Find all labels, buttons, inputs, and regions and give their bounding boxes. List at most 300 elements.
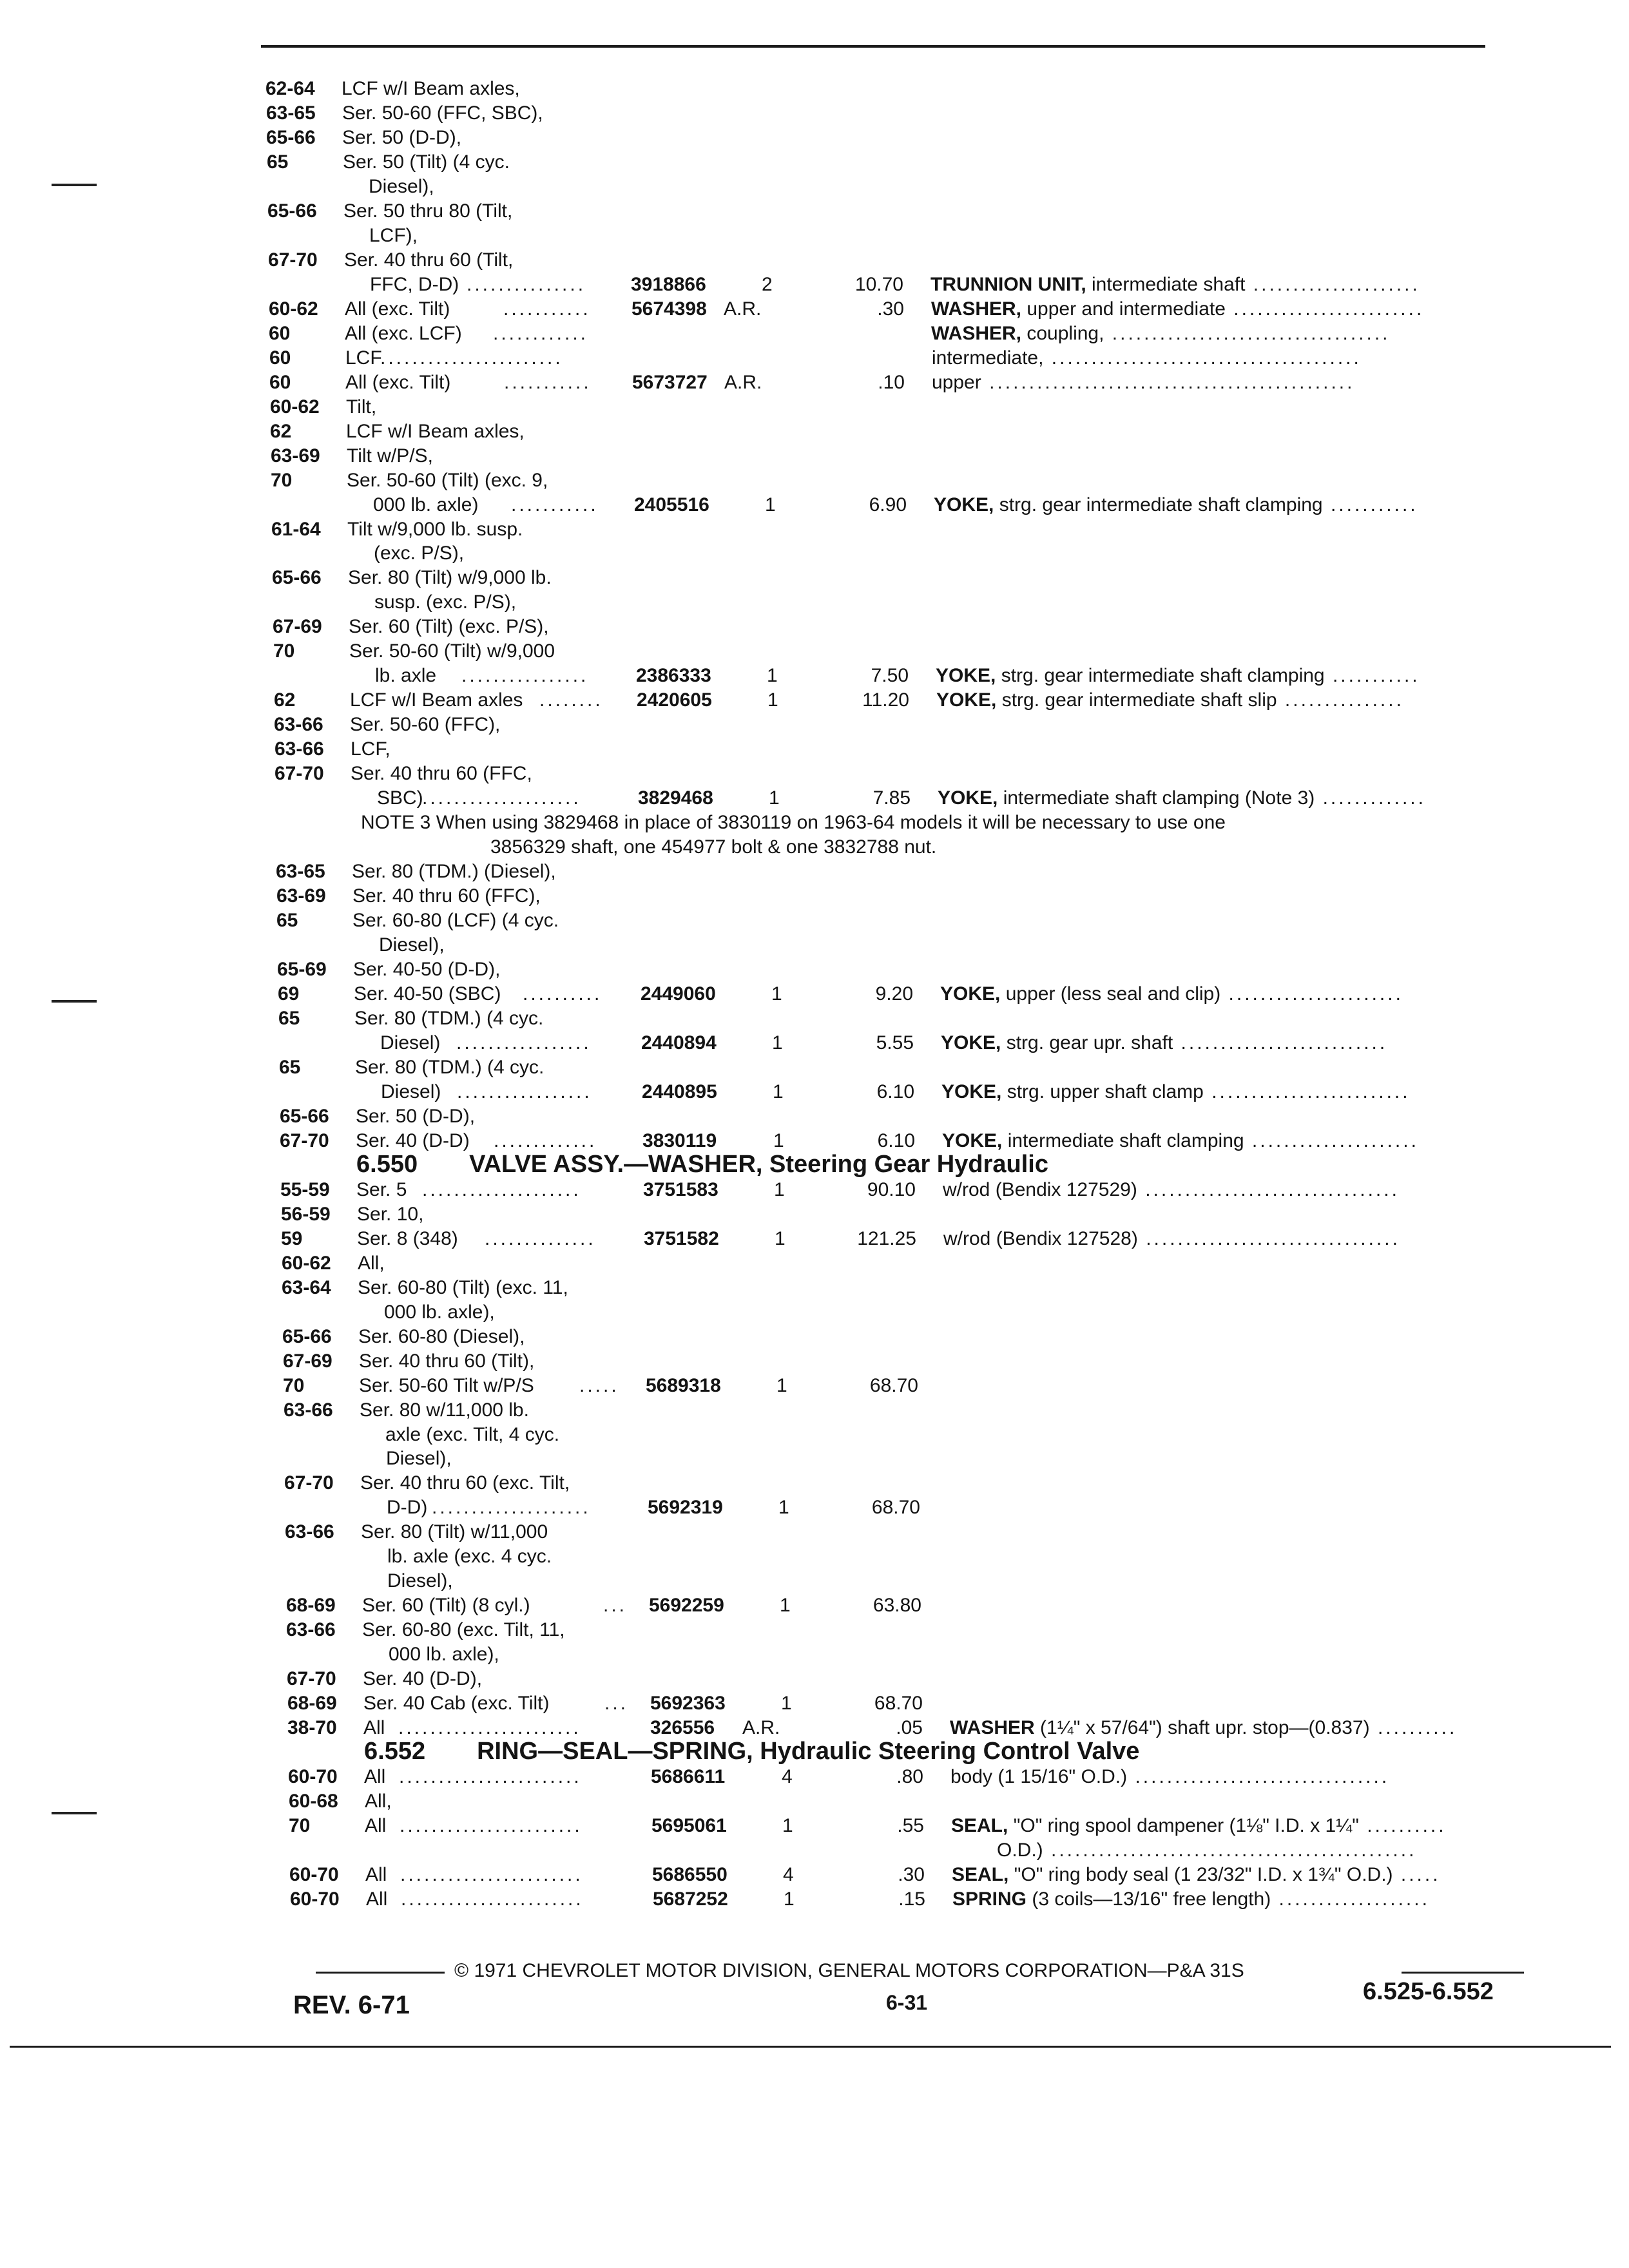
price: .80 xyxy=(896,1766,923,1787)
quantity: 4 xyxy=(782,1766,793,1787)
quantity: 2 xyxy=(762,274,773,295)
part-name-bold: YOKE, xyxy=(936,665,996,686)
part-name-detail: O.D.) xyxy=(997,1840,1043,1861)
application-desc: All (exc. Tilt) xyxy=(345,298,450,320)
leader-dots: ............. xyxy=(1315,787,1426,809)
part-name-detail: "O" ring spool dampener (1⅛" I.D. x 1¼" xyxy=(1013,1815,1359,1836)
part-number: 3918866 xyxy=(631,274,706,295)
quantity: 1 xyxy=(778,1497,789,1518)
part-name-bold: SPRING xyxy=(952,1888,1027,1910)
part-name-bold: YOKE, xyxy=(936,689,997,711)
leader-dots: ................. xyxy=(456,1032,592,1053)
footer-rule-left xyxy=(316,1972,445,1974)
model-years: 65-69 xyxy=(277,959,327,980)
quantity: 1 xyxy=(775,1228,786,1249)
application-desc: Ser. 80 (TDM.) (4 cyc. xyxy=(354,1008,544,1029)
part-name-detail: "O" ring body seal (1 23/32" I.D. x 1¾" O.D.) xyxy=(1014,1864,1393,1885)
application-desc: Diesel) xyxy=(381,1081,441,1102)
price: 5.55 xyxy=(876,1032,914,1053)
application-desc: Tilt w/9,000 lb. susp. xyxy=(347,519,523,540)
part-number: 2420605 xyxy=(637,689,712,711)
model-years: 60 xyxy=(269,347,291,369)
part-name-detail: w/rod (Bendix 127529) xyxy=(943,1179,1137,1200)
section-heading xyxy=(356,1150,1048,1178)
price: .55 xyxy=(897,1815,924,1836)
page-number: 6-31 xyxy=(886,1991,928,2014)
quantity: 1 xyxy=(780,1595,791,1616)
application-desc: All xyxy=(363,1717,385,1738)
price: 121.25 xyxy=(857,1228,916,1249)
price: 68.70 xyxy=(871,1497,920,1518)
application-desc: Ser. 80 w/11,000 lb. xyxy=(360,1399,529,1421)
leader-dots: ................................ xyxy=(1127,1766,1390,1787)
section-number: 6.550 xyxy=(356,1151,418,1178)
part-number: 2440895 xyxy=(642,1081,717,1102)
application-desc: SBC) xyxy=(377,787,423,809)
price: 11.20 xyxy=(862,689,909,711)
application-desc: All xyxy=(366,1888,388,1910)
leader-dots: ....................... xyxy=(399,1766,582,1787)
leader-dots: ........... xyxy=(1322,494,1418,515)
model-years: 63-65 xyxy=(266,102,316,124)
price: .30 xyxy=(877,298,904,320)
leader-dots: ....................... xyxy=(400,1864,583,1885)
application-desc: Ser. 60-80 (exc. Tilt, 11, xyxy=(362,1619,565,1640)
model-years: 63-66 xyxy=(274,714,323,735)
price: 7.50 xyxy=(871,665,909,686)
application-desc: 000 lb. axle), xyxy=(389,1644,499,1665)
application-desc: LCF), xyxy=(369,225,418,246)
application-desc: Ser. 80 (Tilt) w/11,000 xyxy=(361,1521,548,1542)
part-name xyxy=(936,689,1404,712)
leader-dots: ............... xyxy=(1277,689,1404,711)
part-name xyxy=(940,983,1403,1006)
leader-dots: .................... xyxy=(422,787,581,809)
application-desc: Ser. 60 (Tilt) (exc. P/S), xyxy=(349,616,549,637)
application-desc: lb. axle xyxy=(375,665,437,686)
quantity: 1 xyxy=(782,1815,793,1836)
footer-rule-right xyxy=(1402,1972,1524,1974)
leader-dots: ......................... xyxy=(1203,1081,1411,1102)
leader-dots: ........................ xyxy=(1225,298,1425,320)
part-name-detail: strg. gear upr. shaft xyxy=(1006,1032,1173,1053)
model-years: 63-66 xyxy=(285,1521,334,1542)
application-desc: LCF w/I Beam axles, xyxy=(342,78,520,99)
model-years: 63-69 xyxy=(276,885,326,907)
leader-dots: ............... xyxy=(467,274,586,295)
part-name-bold: YOKE, xyxy=(938,787,998,809)
revision-label: REV. 6-71 xyxy=(293,1991,410,2019)
price: 10.70 xyxy=(854,274,903,295)
model-years: 60-70 xyxy=(289,1864,339,1885)
part-name xyxy=(938,787,1426,810)
model-years: 60-70 xyxy=(290,1888,340,1910)
part-number: 5687252 xyxy=(653,1888,728,1910)
section-range: 6.525-6.552 xyxy=(1363,1978,1494,2005)
part-number: 326556 xyxy=(650,1717,715,1738)
application-desc: All xyxy=(364,1766,386,1787)
application-desc: Ser. 50 (Tilt) (4 cyc. xyxy=(343,151,510,173)
price: 6.10 xyxy=(876,1081,914,1102)
application-desc: Ser. 60-80 (LCF) (4 cyc. xyxy=(352,910,559,931)
application-desc: Ser. 10, xyxy=(357,1204,424,1225)
price: 6.90 xyxy=(869,494,907,515)
application-desc: Ser. 40 Cab (exc. Tilt) xyxy=(363,1693,550,1714)
leader-dots: .......... xyxy=(1369,1717,1458,1738)
model-years: 68-69 xyxy=(287,1693,337,1714)
leader-dots: ................. xyxy=(457,1081,592,1102)
leader-dots: ........ xyxy=(539,689,603,711)
bottom-rule xyxy=(10,2046,1611,2048)
leader-dots: .......... xyxy=(1358,1815,1447,1836)
part-name xyxy=(997,1839,1416,1862)
model-years: 60 xyxy=(269,372,291,393)
model-years: 56-59 xyxy=(281,1204,331,1225)
model-years: 63-65 xyxy=(276,861,325,882)
part-name xyxy=(952,1888,1430,1911)
leader-dots: ... xyxy=(604,1693,629,1714)
leader-dots: ............ xyxy=(493,323,589,344)
price: 68.70 xyxy=(874,1693,923,1714)
model-years: 60-70 xyxy=(288,1766,338,1787)
application-desc: Tilt, xyxy=(346,396,377,418)
part-name xyxy=(950,1765,1389,1789)
model-years: 63-64 xyxy=(282,1277,331,1298)
model-years: 65-66 xyxy=(280,1106,329,1127)
application-desc: Ser. 8 (348) xyxy=(357,1228,458,1249)
application-desc: axle (exc. Tilt, 4 cyc. xyxy=(385,1424,560,1445)
part-name-detail: body (1 15/16" O.D.) xyxy=(950,1766,1128,1787)
leader-dots: ... xyxy=(603,1595,628,1616)
application-desc: Ser. 60-80 (Tilt) (exc. 11, xyxy=(358,1277,568,1298)
part-name-detail: strg. upper shaft clamp xyxy=(1007,1081,1204,1102)
price: 90.10 xyxy=(867,1179,916,1200)
part-name-bold: YOKE, xyxy=(941,1081,1002,1102)
part-name xyxy=(942,1129,1419,1153)
quantity: A.R. xyxy=(724,298,762,320)
application-desc: Ser. 50 thru 80 (Tilt, xyxy=(343,200,513,222)
leader-dots: ....................... xyxy=(380,347,563,369)
model-years: 38-70 xyxy=(287,1717,337,1738)
section-heading xyxy=(364,1737,1139,1765)
application-desc: Ser. 40-50 (SBC) xyxy=(354,983,501,1004)
model-years: 60-68 xyxy=(289,1791,338,1812)
quantity: 1 xyxy=(765,494,776,515)
model-years: 60-62 xyxy=(269,298,318,320)
model-years: 60-62 xyxy=(282,1253,331,1274)
price: 9.20 xyxy=(875,983,913,1004)
model-years: 67-70 xyxy=(280,1130,329,1151)
leader-dots: .............................................. xyxy=(1043,1840,1417,1861)
application-desc: Diesel), xyxy=(379,934,445,956)
model-years: 70 xyxy=(289,1815,311,1836)
price: 63.80 xyxy=(872,1595,921,1616)
price: 68.70 xyxy=(869,1375,918,1396)
part-name-detail: coupling, xyxy=(1027,323,1104,344)
margin-mark xyxy=(52,184,97,186)
part-number: 3829468 xyxy=(638,787,713,809)
part-number: 5686611 xyxy=(651,1766,726,1787)
application-desc: All xyxy=(365,1815,387,1836)
part-name-bold: WASHER, xyxy=(931,323,1022,344)
part-name xyxy=(932,347,1362,370)
part-name xyxy=(930,273,1420,296)
model-years: 63-66 xyxy=(284,1399,333,1421)
quantity: 1 xyxy=(769,787,780,809)
leader-dots: ..................... xyxy=(1244,1130,1419,1151)
model-years: 62 xyxy=(274,689,296,711)
model-years: 63-66 xyxy=(275,738,324,760)
leader-dots: ..................... xyxy=(1245,274,1420,295)
model-years: 67-69 xyxy=(283,1350,333,1372)
application-desc: Ser. 40 thru 60 (FFC, xyxy=(351,763,532,784)
price: .30 xyxy=(898,1864,925,1885)
part-number: 5692363 xyxy=(650,1693,726,1714)
application-desc: Ser. 40 thru 60 (Tilt), xyxy=(359,1350,535,1372)
part-name-detail: upper (less seal and clip) xyxy=(1005,983,1221,1004)
part-number: 5692259 xyxy=(649,1595,724,1616)
application-desc: Ser. 50-60 (Tilt) (exc. 9, xyxy=(347,470,548,491)
note-text: NOTE 3 When using 3829468 in place of 3830119 on 1963-64 models it will be necessary to use one xyxy=(361,812,1226,833)
price: 6.10 xyxy=(877,1130,915,1151)
part-name xyxy=(943,1178,1400,1202)
application-desc: All (exc. Tilt) xyxy=(345,372,451,393)
application-desc: All xyxy=(365,1864,387,1885)
application-desc: Ser. 40 (D-D) xyxy=(356,1130,470,1151)
part-name xyxy=(941,1032,1387,1055)
part-number: 3751583 xyxy=(643,1179,718,1200)
part-name-detail: intermediate shaft xyxy=(1092,274,1246,295)
part-name-detail: upper and intermediate xyxy=(1027,298,1226,320)
part-name-detail: w/rod (Bendix 127528) xyxy=(943,1228,1138,1249)
model-years: 63-69 xyxy=(271,445,320,466)
price: 7.85 xyxy=(872,787,911,809)
quantity: 1 xyxy=(776,1375,787,1396)
model-years: 67-70 xyxy=(275,763,324,784)
part-number: 5695061 xyxy=(651,1815,727,1836)
application-desc: Tilt w/P/S, xyxy=(347,445,433,466)
model-years: 55-59 xyxy=(280,1179,330,1200)
quantity: 1 xyxy=(767,665,778,686)
application-desc: Ser. 40-50 (D-D), xyxy=(353,959,501,980)
model-years: 65 xyxy=(267,151,289,173)
application-desc: Ser. 50-60 Tilt w/P/S xyxy=(359,1375,534,1396)
application-desc: (exc. P/S), xyxy=(374,543,465,564)
application-desc: All, xyxy=(358,1253,385,1274)
application-desc: LCF, xyxy=(351,738,390,760)
section-title: VALVE ASSY.—WASHER, Steering Gear Hydraulic xyxy=(469,1151,1048,1178)
model-years: 60-62 xyxy=(270,396,320,418)
application-desc: D-D) xyxy=(387,1497,428,1518)
application-desc: LCF w/I Beam axles xyxy=(350,689,523,711)
application-desc: Ser. 40 thru 60 (FFC), xyxy=(352,885,541,907)
quantity: 1 xyxy=(774,1179,785,1200)
leader-dots: ................... xyxy=(1271,1888,1430,1910)
part-name-detail: strg. gear intermediate shaft slip xyxy=(1001,689,1277,711)
part-name xyxy=(936,664,1420,687)
part-number: 2440894 xyxy=(641,1032,717,1053)
application-desc: susp. (exc. P/S), xyxy=(374,591,517,613)
part-name xyxy=(951,1814,1447,1838)
leader-dots: ................ xyxy=(461,665,589,686)
part-name-bold: YOKE, xyxy=(941,1032,1001,1053)
leader-dots: ............. xyxy=(494,1130,597,1151)
part-name-detail: strg. gear intermediate shaft clamping xyxy=(999,494,1323,515)
leader-dots: ................................... xyxy=(1104,323,1391,344)
leader-dots: .......... xyxy=(523,983,602,1004)
application-desc: LCF xyxy=(345,347,382,369)
application-desc: Ser. 50 (D-D), xyxy=(342,127,462,148)
quantity: A.R. xyxy=(724,372,762,393)
quantity: 1 xyxy=(767,689,778,711)
application-desc: All (exc. LCF) xyxy=(345,323,462,344)
model-years: 67-70 xyxy=(268,249,318,271)
part-name xyxy=(934,494,1418,517)
model-years: 67-70 xyxy=(284,1472,334,1494)
margin-mark xyxy=(52,1000,97,1003)
part-name-bold: TRUNNION UNIT, xyxy=(930,274,1086,295)
part-name-detail: intermediate shaft clamping (Note 3) xyxy=(1003,787,1315,809)
application-desc: Ser. 40 thru 60 (Tilt, xyxy=(344,249,514,271)
model-years: 65-66 xyxy=(266,127,316,148)
part-name xyxy=(931,322,1391,345)
leader-dots: ...................... xyxy=(1220,983,1403,1004)
quantity: 4 xyxy=(783,1864,794,1885)
application-desc: 000 lb. axle), xyxy=(384,1302,495,1323)
application-desc: Ser. 80 (TDM.) (Diesel), xyxy=(352,861,556,882)
part-name-detail: (1¼" x 57/64") shaft upr. stop—(0.837) xyxy=(1040,1717,1370,1738)
application-desc: Ser. 50-60 (FFC, SBC), xyxy=(342,102,543,124)
note-text: 3856329 shaft, one 454977 bolt & one 3832788 nut. xyxy=(490,836,937,858)
leader-dots: ................................ xyxy=(1137,1179,1400,1200)
margin-mark xyxy=(52,1812,97,1814)
part-number: 3751582 xyxy=(644,1228,719,1249)
leader-dots: ........... xyxy=(504,372,592,393)
price: .05 xyxy=(896,1717,923,1738)
leader-dots: .................... xyxy=(422,1179,581,1200)
model-years: 70 xyxy=(271,470,293,491)
part-name-detail: (3 coils—13/16" free length) xyxy=(1032,1888,1271,1910)
model-years: 67-69 xyxy=(273,616,322,637)
part-number: 2386333 xyxy=(636,665,711,686)
model-years: 67-70 xyxy=(287,1668,336,1689)
model-years: 70 xyxy=(273,640,295,662)
part-name-bold: YOKE, xyxy=(940,983,1001,1004)
part-name-bold: SEAL, xyxy=(952,1864,1009,1885)
part-name-bold: WASHER, xyxy=(931,298,1022,320)
part-number: 5674398 xyxy=(631,298,707,320)
price: .15 xyxy=(898,1888,925,1910)
part-name-detail: intermediate shaft clamping xyxy=(1007,1130,1244,1151)
top-rule xyxy=(261,45,1485,48)
leader-dots: ........... xyxy=(511,494,599,515)
model-years: 65 xyxy=(276,910,298,931)
application-desc: Ser. 60-80 (Diesel), xyxy=(358,1326,525,1347)
part-name-bold: YOKE, xyxy=(934,494,994,515)
model-years: 65 xyxy=(278,1008,300,1029)
leader-dots: ....................... xyxy=(401,1888,584,1910)
leader-dots: ........... xyxy=(503,298,591,320)
leader-dots: ........... xyxy=(1324,665,1420,686)
part-name xyxy=(950,1716,1457,1740)
application-desc: FFC, D-D) xyxy=(370,274,459,295)
part-name xyxy=(941,1081,1411,1104)
price: .10 xyxy=(878,372,905,393)
model-years: 63-66 xyxy=(286,1619,336,1640)
application-desc: Diesel), xyxy=(369,176,434,197)
application-desc: Ser. 50-60 (Tilt) w/9,000 xyxy=(349,640,555,662)
part-name-detail: strg. gear intermediate shaft clamping xyxy=(1001,665,1325,686)
model-years: 69 xyxy=(278,983,300,1004)
model-years: 65 xyxy=(279,1057,301,1078)
part-number: 2449060 xyxy=(641,983,716,1004)
application-desc: 000 lb. axle) xyxy=(373,494,479,515)
quantity: 1 xyxy=(784,1888,795,1910)
application-desc: Ser. 80 (TDM.) (4 cyc. xyxy=(355,1057,545,1078)
model-years: 61-64 xyxy=(271,519,321,540)
part-number: 5692319 xyxy=(648,1497,723,1518)
section-number: 6.552 xyxy=(364,1738,426,1765)
model-years: 65-66 xyxy=(282,1326,332,1347)
model-years: 65-66 xyxy=(272,567,322,588)
application-desc: Ser. 60 (Tilt) (8 cyl.) xyxy=(362,1595,530,1616)
application-desc: LCF w/I Beam axles, xyxy=(346,421,525,442)
part-number: 5686550 xyxy=(652,1864,728,1885)
quantity: 1 xyxy=(772,1032,783,1053)
copyright-line: © 1971 CHEVROLET MOTOR DIVISION, GENERAL MOTORS CORPORATION—P&A 31S xyxy=(454,1960,1244,1981)
application-desc: Ser. 5 xyxy=(356,1179,407,1200)
application-desc: Ser. 40 thru 60 (exc. Tilt, xyxy=(360,1472,570,1494)
leader-dots: ..... xyxy=(1393,1864,1441,1885)
model-years: 65-66 xyxy=(267,200,317,222)
application-desc: All, xyxy=(365,1791,392,1812)
quantity: 1 xyxy=(771,983,782,1004)
leader-dots: ..... xyxy=(579,1375,619,1396)
part-number: 3830119 xyxy=(642,1130,717,1151)
application-desc: Ser. 80 (Tilt) w/9,000 lb. xyxy=(348,567,552,588)
part-name-bold: SEAL, xyxy=(951,1815,1008,1836)
model-years: 62 xyxy=(270,421,292,442)
model-years: 59 xyxy=(281,1228,303,1249)
leader-dots: .................... xyxy=(432,1497,591,1518)
leader-dots: .............................................. xyxy=(981,372,1355,393)
application-desc: Diesel) xyxy=(380,1032,441,1053)
part-name-detail: upper xyxy=(932,372,981,393)
application-desc: lb. axle (exc. 4 cyc. xyxy=(387,1546,552,1567)
section-title: RING—SEAL—SPRING, Hydraulic Steering Control Valve xyxy=(477,1738,1140,1765)
part-name xyxy=(952,1863,1441,1887)
quantity: 1 xyxy=(773,1130,784,1151)
part-name xyxy=(932,371,1354,394)
model-years: 62-64 xyxy=(265,78,315,99)
leader-dots: ....................................... xyxy=(1043,347,1362,369)
part-name-detail: intermediate, xyxy=(932,347,1044,369)
part-name-bold: YOKE, xyxy=(942,1130,1003,1151)
application-desc: Ser. 50-60 (FFC), xyxy=(350,714,501,735)
application-desc: Diesel), xyxy=(386,1448,452,1469)
part-number: 5689318 xyxy=(646,1375,721,1396)
quantity: 1 xyxy=(773,1081,784,1102)
quantity: 1 xyxy=(781,1693,792,1714)
part-name-bold: WASHER xyxy=(950,1717,1035,1738)
part-name xyxy=(931,298,1424,321)
leader-dots: ................................ xyxy=(1137,1228,1400,1249)
model-years: 70 xyxy=(283,1375,305,1396)
part-name xyxy=(943,1227,1400,1251)
part-number: 5673727 xyxy=(632,372,708,393)
part-number: 2405516 xyxy=(634,494,709,515)
quantity: A.R. xyxy=(742,1717,780,1738)
